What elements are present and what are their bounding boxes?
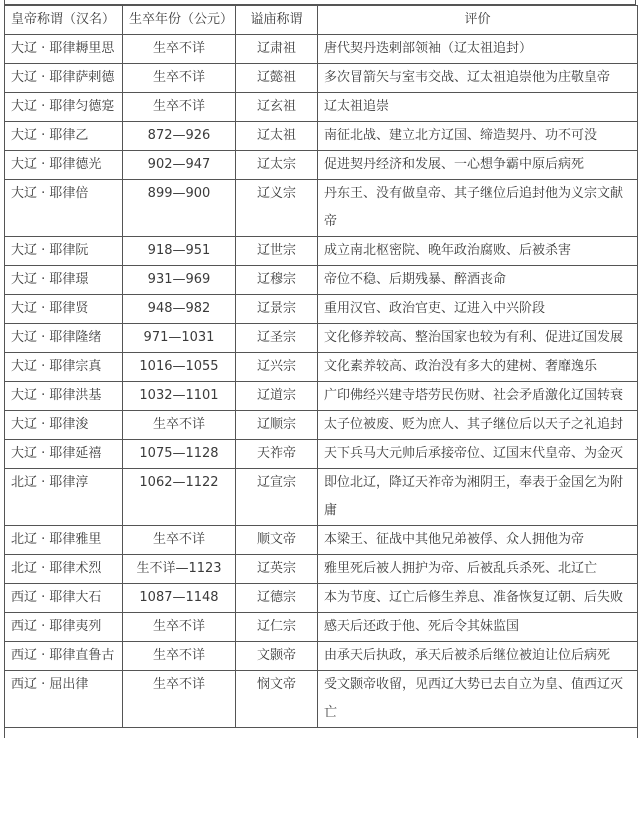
- emperor-name-cell: 大辽 · 耶律萨剌德: [5, 64, 123, 93]
- table-row: [5, 64, 638, 93]
- evaluation-cell: 丹东王、没有做皇帝、其子继位后追封他为义宗文献帝: [318, 180, 638, 237]
- temple-title-cell: 辽兴宗: [236, 353, 318, 382]
- temple-title-cell: 天祚帝: [236, 440, 318, 469]
- table-row: [5, 35, 638, 64]
- table-row: [5, 613, 638, 642]
- evaluation-cell: 南征北战、建立北方辽国、缔造契丹、功不可没: [318, 122, 638, 151]
- temple-title-cell: 辽圣宗: [236, 324, 318, 353]
- table-row: [5, 324, 638, 353]
- temple-title-cell: 顺文帝: [236, 526, 318, 555]
- table-row: [5, 642, 638, 671]
- emperor-name-cell: 西辽 · 耶律大石: [5, 584, 123, 613]
- years-cell: 生卒不详: [123, 64, 236, 93]
- years-cell: 1087—1148: [123, 584, 236, 613]
- temple-title-cell: 辽穆宗: [236, 266, 318, 295]
- table-row: [5, 526, 638, 555]
- years-cell: 生卒不详: [123, 671, 236, 728]
- evaluation-cell: 辽太祖追崇: [318, 93, 638, 122]
- emperor-name-cell: 西辽 · 耶律夷列: [5, 613, 123, 642]
- evaluation-cell: 成立南北枢密院、晚年政治腐败、后被杀害: [318, 237, 638, 266]
- years-cell: 918—951: [123, 237, 236, 266]
- years-cell: 生卒不详: [123, 93, 236, 122]
- emperor-name-cell: 大辽 · 耶律延禧: [5, 440, 123, 469]
- years-cell: 1075—1128: [123, 440, 236, 469]
- years-cell: 1032—1101: [123, 382, 236, 411]
- emperor-name-cell: 大辽 · 耶律德光: [5, 151, 123, 180]
- table-row: [5, 93, 638, 122]
- evaluation-cell: 本梁王、征战中其他兄弟被俘、众人拥他为帝: [318, 526, 638, 555]
- evaluation-cell: 由承天后执政，承天后被杀后继位被迫让位后病死: [318, 642, 638, 671]
- table-row: [5, 180, 638, 237]
- table-row: [5, 266, 638, 295]
- table-header-row: [5, 6, 638, 35]
- evaluation-cell: 受文颢帝收留，见西辽大势已去自立为皇、值西辽灭亡: [318, 671, 638, 728]
- table-row: [5, 671, 638, 728]
- temple-title-cell: 文颢帝: [236, 642, 318, 671]
- years-cell: 948—982: [123, 295, 236, 324]
- table-row: [5, 151, 638, 180]
- evaluation-cell: 太子位被废、贬为庶人、其子继位后以天子之礼追封: [318, 411, 638, 440]
- years-cell: 872—926: [123, 122, 236, 151]
- partial-cell: [5, 728, 638, 739]
- emperor-name-cell: 大辽 · 耶律璟: [5, 266, 123, 295]
- evaluation-cell: 帝位不稳、后期残暴、醉酒丧命: [318, 266, 638, 295]
- emperor-name-cell: 大辽 · 耶律洪基: [5, 382, 123, 411]
- years-cell: 902—947: [123, 151, 236, 180]
- evaluation-cell: 多次冒箭矢与室韦交战、辽太祖追崇他为庄敬皇帝: [318, 64, 638, 93]
- years-cell: 生卒不详: [123, 35, 236, 64]
- temple-title-cell: 辽道宗: [236, 382, 318, 411]
- table-row: [5, 440, 638, 469]
- evaluation-cell: 本为节度、辽亡后修生养息、准备恢复辽朝、后失败: [318, 584, 638, 613]
- evaluation-cell: 重用汉官、政治官吏、辽进入中兴阶段: [318, 295, 638, 324]
- emperor-name-cell: 大辽 · 耶律匀德寔: [5, 93, 123, 122]
- evaluation-cell: 即位北辽，降辽天祚帝为湘阴王，奉表于金国乞为附庸: [318, 469, 638, 526]
- temple-title-cell: 辽德宗: [236, 584, 318, 613]
- table-row: [5, 411, 638, 440]
- years-cell: 生卒不详: [123, 613, 236, 642]
- table-row: [5, 295, 638, 324]
- emperor-name-cell: 大辽 · 耶律贤: [5, 295, 123, 324]
- temple-title-cell: 辽太宗: [236, 151, 318, 180]
- temple-title-cell: 辽太祖: [236, 122, 318, 151]
- temple-title-cell: 辽宣宗: [236, 469, 318, 526]
- header-temple-title: 谥庙称谓: [236, 6, 318, 35]
- temple-title-cell: 辽景宗: [236, 295, 318, 324]
- temple-title-cell: 辽懿祖: [236, 64, 318, 93]
- evaluation-cell: 促进契丹经济和发展、一心想争霸中原后病死: [318, 151, 638, 180]
- emperor-name-cell: 西辽 · 屈出律: [5, 671, 123, 728]
- temple-title-cell: 辽仁宗: [236, 613, 318, 642]
- years-cell: 生不详—1123: [123, 555, 236, 584]
- emperor-name-cell: 西辽 · 耶律直鲁古: [5, 642, 123, 671]
- table-row: [5, 469, 638, 526]
- temple-title-cell: 辽玄祖: [236, 93, 318, 122]
- table-row-partial: [5, 728, 638, 739]
- years-cell: 1062—1122: [123, 469, 236, 526]
- years-cell: 生卒不详: [123, 642, 236, 671]
- emperor-name-cell: 大辽 · 耶律耨里思: [5, 35, 123, 64]
- emperor-name-cell: 大辽 · 耶律阮: [5, 237, 123, 266]
- years-cell: 生卒不详: [123, 411, 236, 440]
- table-row: [5, 122, 638, 151]
- table-row: [5, 237, 638, 266]
- emperor-name-cell: 大辽 · 耶律乙: [5, 122, 123, 151]
- evaluation-cell: 广印佛经兴建寺塔劳民伤财、社会矛盾激化辽国转衰: [318, 382, 638, 411]
- years-cell: 899—900: [123, 180, 236, 237]
- table-row: [5, 555, 638, 584]
- temple-title-cell: 辽世宗: [236, 237, 318, 266]
- table-row: [5, 382, 638, 411]
- evaluation-cell: 文化修养较高、整治国家也较为有利、促进辽国发展: [318, 324, 638, 353]
- emperor-name-cell: 大辽 · 耶律浚: [5, 411, 123, 440]
- evaluation-cell: 感天后还政于他、死后令其妹监国: [318, 613, 638, 642]
- emperor-name-cell: 大辽 · 耶律倍: [5, 180, 123, 237]
- years-cell: 971—1031: [123, 324, 236, 353]
- liao-emperors-table: [4, 5, 638, 738]
- evaluation-cell: 文化素养较高、政治没有多大的建树、奢靡逸乐: [318, 353, 638, 382]
- temple-title-cell: 悯文帝: [236, 671, 318, 728]
- evaluation-cell: 唐代契丹迭剌部领袖（辽太祖追封）: [318, 35, 638, 64]
- header-emperor-name: 皇帝称谓（汉名）: [5, 6, 123, 35]
- years-cell: 931—969: [123, 266, 236, 295]
- years-cell: 生卒不详: [123, 526, 236, 555]
- header-evaluation: 评价: [318, 6, 638, 35]
- table-body: [5, 35, 638, 739]
- evaluation-cell: 雅里死后被人拥护为帝、后被乱兵杀死、北辽亡: [318, 555, 638, 584]
- emperor-name-cell: 北辽 · 耶律术烈: [5, 555, 123, 584]
- emperor-name-cell: 北辽 · 耶律淳: [5, 469, 123, 526]
- evaluation-cell: 天下兵马大元帅后承接帝位、辽国末代皇帝、为金灭: [318, 440, 638, 469]
- table-row: [5, 584, 638, 613]
- emperor-name-cell: 大辽 · 耶律隆绪: [5, 324, 123, 353]
- years-cell: 1016—1055: [123, 353, 236, 382]
- emperor-name-cell: 北辽 · 耶律雅里: [5, 526, 123, 555]
- temple-title-cell: 辽英宗: [236, 555, 318, 584]
- header-years: 生卒年份（公元）: [123, 6, 236, 35]
- table-row: [5, 353, 638, 382]
- emperor-name-cell: 大辽 · 耶律宗真: [5, 353, 123, 382]
- temple-title-cell: 辽义宗: [236, 180, 318, 237]
- temple-title-cell: 辽肃祖: [236, 35, 318, 64]
- temple-title-cell: 辽顺宗: [236, 411, 318, 440]
